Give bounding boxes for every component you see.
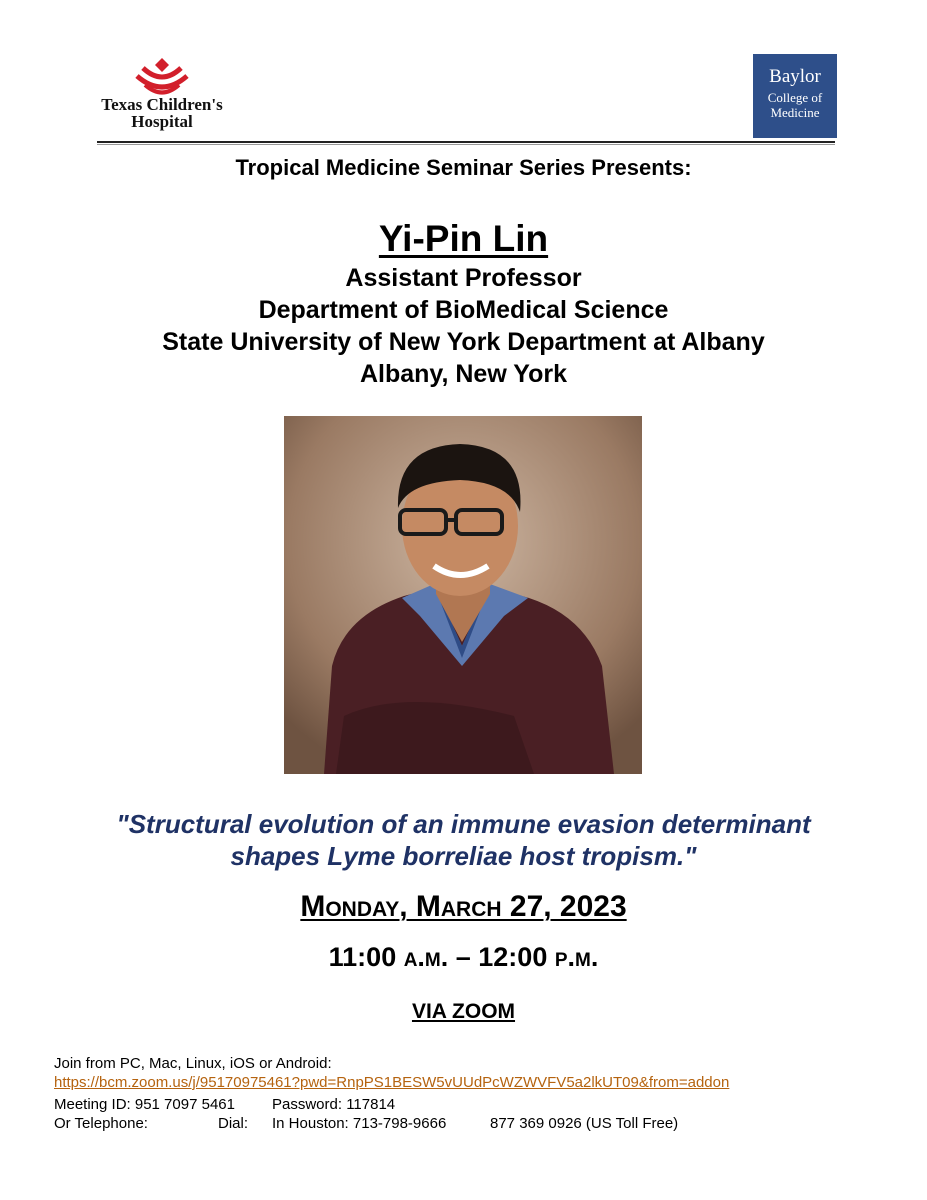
join-instructions: Join from PC, Mac, Linux, iOS or Android: (54, 1055, 332, 1072)
talk-title-line2: shapes Lyme borreliae host tropism." (230, 841, 697, 871)
event-venue-block (0, 998, 927, 1026)
toll-free-number: 877 369 0926 (US Toll Free) (490, 1115, 679, 1132)
speaker-name: Yi-Pin Lin (378, 218, 549, 259)
speaker-photo (284, 416, 642, 774)
tch-logo-line1: Texas Children's (101, 95, 223, 114)
series-title: Tropical Medicine Seminar Series Presents: (235, 155, 692, 180)
speaker-name-block (0, 216, 927, 262)
speaker-location: Albany, New York (359, 360, 567, 388)
tch-logo-line2: Hospital (131, 112, 193, 131)
header-divider-shadow (97, 144, 835, 145)
telephone-label: Or Telephone: (54, 1115, 148, 1132)
zoom-link[interactable]: https://bcm.zoom.us/j/95170975461?pwd=RnpPS1BESW5vUUdPcWZWVFV5a2lkUT09&from=addon (54, 1074, 730, 1091)
event-time: 11:00 a.m. – 12:00 p.m. (328, 942, 599, 972)
texas-childrens-hospital-logo (92, 56, 232, 140)
meeting-id: Meeting ID: 951 7097 5461 (54, 1096, 235, 1113)
speaker-department: Department of BioMedical Science (258, 296, 669, 324)
event-date-block (0, 888, 927, 926)
tch-heart-icon (129, 56, 195, 96)
event-date: Monday, March 27, 2023 (300, 890, 627, 923)
speaker-institution: State University of New York Department at Albany (162, 328, 765, 356)
speaker-title: Assistant Professor (345, 264, 582, 292)
tch-logo-text (92, 96, 232, 130)
meeting-password: Password: 117814 (272, 1096, 396, 1113)
baylor-college-of-medicine-logo (753, 54, 837, 138)
houston-number: In Houston: 713-798-9666 (272, 1115, 447, 1132)
talk-title-line1: "Structural evolution of an immune evasion determinant (116, 809, 811, 839)
event-venue: VIA ZOOM (411, 1000, 516, 1023)
bcm-logo-line1: Baylor (769, 66, 821, 87)
header-divider (97, 141, 835, 143)
bcm-logo-line3: Medicine (770, 105, 820, 120)
dial-label: Dial: (218, 1115, 249, 1132)
bcm-logo-line2: College of (767, 90, 823, 105)
